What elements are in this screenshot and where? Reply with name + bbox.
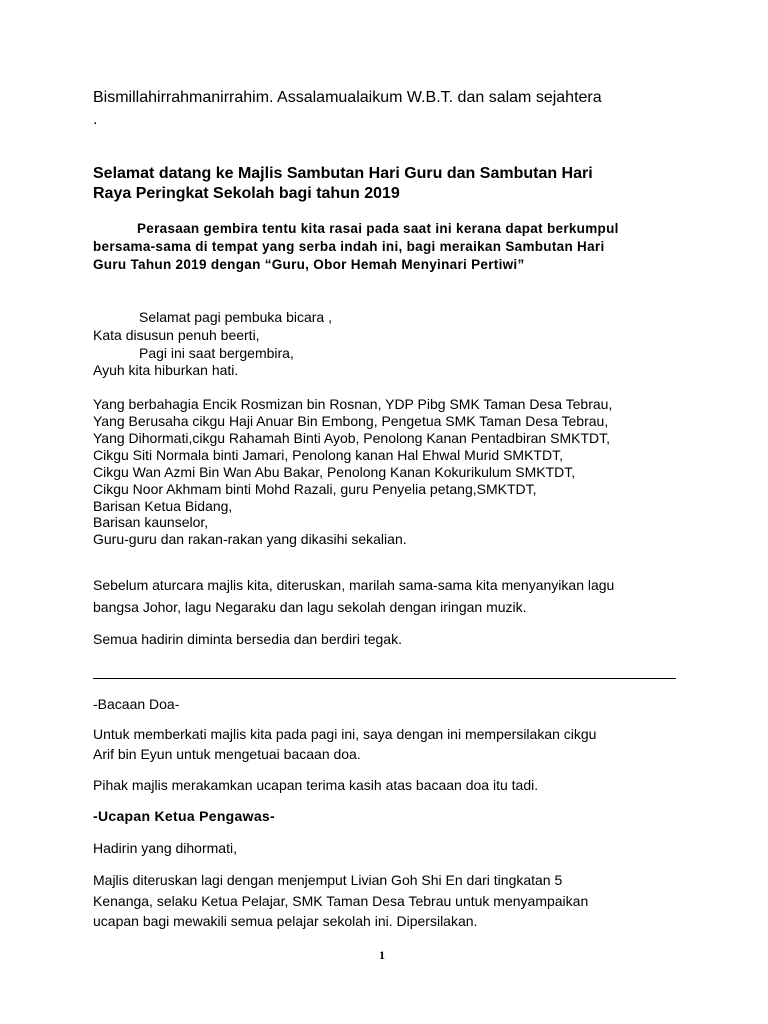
greeting-line: Yang Berusaha cikgu Haji Anuar Bin Embong, Pengetua SMK Taman Desa Tebrau, [93, 413, 609, 429]
greeting-line: Yang berbahagia Encik Rosmizan bin Rosnan, YDP Pibg SMK Taman Desa Tebrau, [93, 396, 613, 412]
doa-line-1: Untuk memberkati majlis kita pada pagi ini, saya dengan ini mempersilakan cikgu [93, 726, 597, 742]
page-number: 1 [379, 948, 385, 962]
greeting-line: Cikgu Noor Akhmam binti Mohd Razali, guru Penyelia petang,SMKTDT, [93, 481, 537, 497]
doa-thanks: Pihak majlis merakamkan ucapan terima kasih atas bacaan doa itu tadi. [93, 777, 539, 793]
greeting-line: Yang Dihormati,cikgu Rahamah Binti Ayob, Penolong Kanan Pentadbiran SMKTDT, [93, 430, 611, 446]
doa-line-2: Arif bin Eyun untuk mengetuai bacaan doa. [93, 746, 361, 762]
greeting-line: Barisan Ketua Bidang, [93, 498, 233, 514]
pantun-line-1: Selamat pagi pembuka bicara , [139, 309, 332, 325]
intro-text: Guru Tahun 2019 dengan [93, 257, 265, 272]
doa-title: -Bacaan Doa- [93, 696, 180, 712]
greeting-line: Guru-guru dan rakan-rakan yang dikasihi sekalian. [93, 531, 407, 547]
intro-line-3 [93, 257, 525, 272]
heading-line-1: Selamat datang ke Majlis Sambutan Hari Guru dan Sambutan Hari [93, 165, 593, 182]
greeting-line: Cikgu Siti Normala binti Jamari, Penolong kanan Hal Ehwal Murid SMKTDT, [93, 447, 563, 463]
ketua-line-3: ucapan bagi mewakili semua pelajar sekolah ini. Dipersilakan. [93, 913, 478, 929]
pantun-line-3: Pagi ini saat bergembira, [139, 345, 294, 361]
ketua-title: -Ucapan Ketua Pengawas- [93, 808, 275, 824]
stand-instruction: Semua hadirin diminta bersedia dan berdiri tegak. [93, 631, 402, 647]
ketua-salute: Hadirin yang dihormati, [93, 840, 237, 856]
intro-line-2: bersama-sama di tempat yang serba indah ini, bagi meraikan Sambutan Hari [93, 239, 605, 254]
theme-quote: “Guru, Obor Hemah Menyinari Pertiwi” [264, 257, 525, 272]
greeting-line: Barisan kaunselor, [93, 514, 209, 530]
opening-line: Bismillahirrahmanirrahim. Assalamualaikum W.B.T. dan salam sejahtera [93, 89, 602, 106]
anthem-line-1: Sebelum aturcara majlis kita, diteruskan, marilah sama-sama kita menyanyikan lagu [93, 577, 615, 593]
opening-period: . [93, 111, 98, 128]
section-divider [93, 678, 676, 679]
anthem-line-2: bangsa Johor, lagu Negaraku dan lagu sekolah dengan iringan muzik. [93, 599, 527, 615]
greeting-line: Cikgu Wan Azmi Bin Wan Abu Bakar, Penolong Kanan Kokurikulum SMKTDT, [93, 464, 576, 480]
pantun-line-4: Ayuh kita hiburkan hati. [93, 362, 239, 378]
intro-line-1: Perasaan gembira tentu kita rasai pada saat ini kerana dapat berkumpul [137, 221, 619, 236]
heading-line-2: Raya Peringkat Sekolah bagi tahun 2019 [93, 185, 400, 202]
pantun-line-2: Kata disusun penuh beerti, [93, 327, 260, 343]
ketua-line-1: Majlis diteruskan lagi dengan menjemput Livian Goh Shi En dari tingkatan 5 [93, 872, 563, 888]
ketua-line-2: Kenanga, selaku Ketua Pelajar, SMK Taman Desa Tebrau untuk menyampaikan [93, 893, 589, 909]
